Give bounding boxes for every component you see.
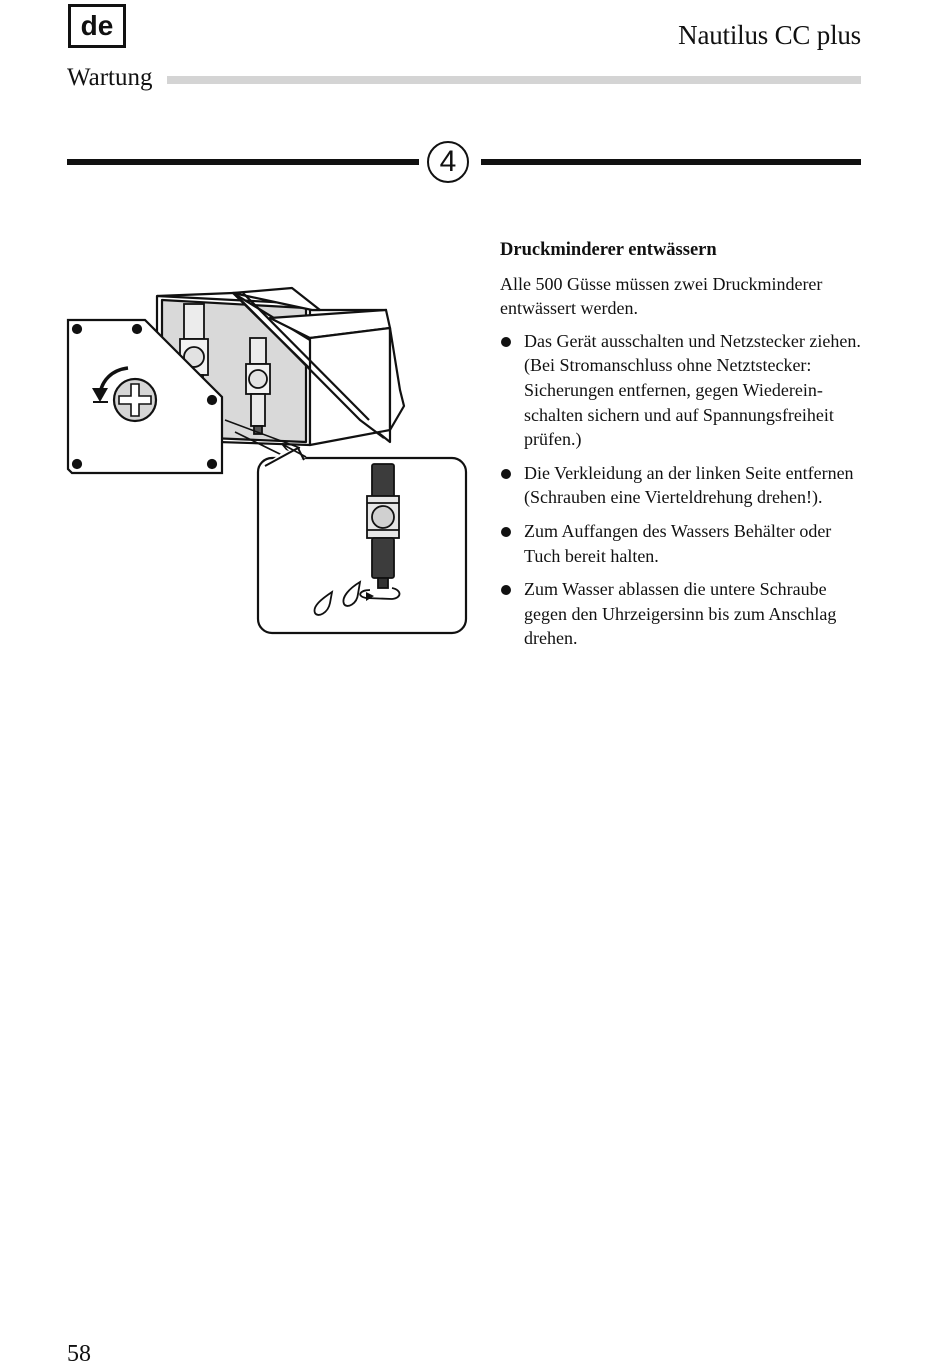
step-intro: Alle 500 Güsse müssen zwei Druckminderer entwässert werden. [500, 273, 823, 319]
pressure-reducer-detail [367, 464, 399, 588]
list-item-text: Zum Wasser ablassen die untere Schraube gegen den Uhrzeigersinn bis zum Anschlag drehen. [524, 579, 837, 649]
list-item-text: Zum Auffangen des Wassers Behälter oder Tuch bereit halten. [524, 520, 832, 566]
language-code: de [80, 10, 114, 41]
list-item-text: Die Verkleidung an der linken Seite entfernen (Schrauben eine Vierteldrehung drehen!). [524, 462, 854, 508]
panel-screw-dot [208, 396, 216, 404]
document-title: Nautilus CC plus [678, 20, 861, 50]
page-number: 58 [67, 1341, 91, 1367]
list-item-text: Das Gerät ausschalten und Netzstecker ziehen. (Bei Stromanschluss ohne Netztstecker: Sicherungen entfernen, gegen Wiederein-schalten sichern und auf Spannungsfreiheit prüfen.) [524, 330, 861, 450]
section-title: Wartung [67, 64, 153, 91]
step-heading: Druckminderer entwässern [500, 240, 717, 260]
bullet-icon [501, 469, 511, 479]
step-number-badge [427, 141, 469, 183]
bullet-icon [501, 585, 511, 595]
list-item [500, 519, 862, 568]
panel-screw-dot [133, 325, 141, 333]
list-item [500, 577, 862, 651]
instruction-list [500, 329, 862, 651]
step-number: 4 [439, 145, 457, 178]
bullet-icon [501, 527, 511, 537]
instruction-column [500, 238, 862, 660]
phillips-screw-icon [114, 379, 156, 421]
step-divider-left [67, 159, 419, 165]
panel-screw-dot [73, 325, 81, 333]
step-divider-right [481, 159, 861, 165]
list-item [500, 329, 862, 452]
detail-callout-box [258, 448, 466, 633]
list-item [500, 461, 862, 510]
bullet-icon [501, 337, 511, 347]
language-badge [68, 4, 126, 48]
section-header-rule [167, 76, 861, 84]
pressure-reducer-illustration [60, 270, 480, 642]
panel-screw-dot [208, 460, 216, 468]
panel-screw-dot [73, 460, 81, 468]
